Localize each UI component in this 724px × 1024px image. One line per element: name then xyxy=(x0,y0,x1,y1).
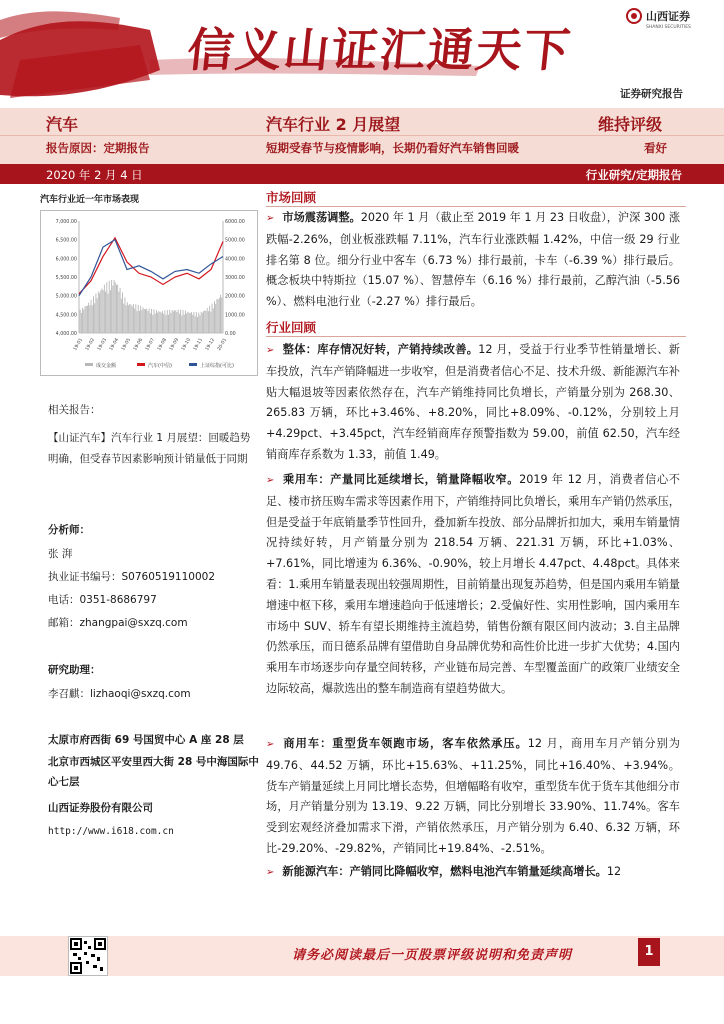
chart-title: 汽车行业近一年市场表现 xyxy=(40,195,140,205)
volume-bar xyxy=(212,304,213,333)
volume-bar xyxy=(190,313,191,333)
volume-bar xyxy=(157,313,158,333)
volume-bar xyxy=(101,288,102,333)
legend-swatch xyxy=(137,363,145,366)
report-header xyxy=(0,108,724,168)
volume-bar xyxy=(140,306,141,333)
volume-bar xyxy=(100,290,101,333)
analyst-label: 分析师： xyxy=(48,524,90,536)
x-tick-label: 19-01 xyxy=(73,337,85,352)
overall-text: 12 月，受益于行业季节性销量增长、新车投放，汽车产销降幅进一步收窄，但是消费者信心不足、技术升级、新能源汽车补贴大幅退坡等因素依然存在，汽车产销维持同比负增长，产销量分别为 268.30、265.83 万辆，环比+3.46%、+8.20%，同比+8.09%、-0.12%，分别较上月+4.29pct、+3.45pct，汽车经销商库存预警指数为 59.00，前值 62.50，汽车经销商库存系数为 1.33，前值 1.49。 xyxy=(266,343,680,461)
nev-text: 12 xyxy=(606,865,622,878)
volume-bar xyxy=(185,311,186,333)
volume-bar xyxy=(147,311,148,333)
y-right-tick-label: 4000.00 xyxy=(225,257,245,263)
commercial-paragraph xyxy=(266,734,680,860)
volume-bar xyxy=(131,304,132,333)
y-right-tick-label: 5000.00 xyxy=(225,238,245,244)
y-left-tick-label: 4,500.00 xyxy=(55,313,77,319)
volume-bar xyxy=(152,315,153,333)
volume-bar xyxy=(144,309,145,333)
report-subtitle: 短期受春节与疫情影响，长期仍看好汽车销售回暖 xyxy=(266,141,519,155)
bullet-arrow-icon: ➢ xyxy=(266,739,275,750)
volume-bar xyxy=(143,307,144,333)
volume-bar xyxy=(204,310,205,333)
volume-bar xyxy=(207,308,208,333)
chart-svg xyxy=(41,211,257,375)
volume-bar xyxy=(210,312,211,333)
volume-bar xyxy=(103,290,104,333)
commercial-text: 12 月，商用车月产销分别为 49.76、44.52 万辆，环比+15.63%、+11.25%，同比+16.40%、+3.94%。货车产销量延续上月同比增长态势，但增幅略有收窄，重型货车优于货车其他细分市场，月产销量分别为 13.19、9.22 万辆，同比分别增长 33.90%、11.74%。客车受到宏观经济叠加需求下滑，产销依然承压，月产销分别为 6.40、6.32 万辆，环比-29.20%、-29.82%，产销同比+19.84%、-2.51%。 xyxy=(266,737,680,855)
overall-lead: 整体：库存情况好转，产销持续改善。 xyxy=(282,343,479,356)
assistant-label: 研究助理： xyxy=(48,664,101,676)
volume-bar xyxy=(82,308,83,333)
volume-bar xyxy=(191,312,192,333)
commercial-lead: 商用车：重型货车领跑市场，客车依然承压。 xyxy=(282,737,528,750)
x-tick-label: 19-05 xyxy=(121,337,133,352)
volume-bar xyxy=(135,304,136,333)
volume-bar xyxy=(167,310,168,333)
volume-bar xyxy=(85,306,86,333)
volume-bar xyxy=(99,293,100,333)
volume-bar xyxy=(197,317,198,333)
volume-bar xyxy=(161,313,162,333)
volume-bar xyxy=(156,310,157,333)
y-right-tick-label: 6000.00 xyxy=(225,220,245,225)
bullet-arrow-icon: ➢ xyxy=(266,867,275,878)
rating: 维持评级 xyxy=(598,115,663,134)
market-lead: 市场震荡调整。 xyxy=(282,211,361,224)
volume-bar xyxy=(201,312,202,333)
volume-bar xyxy=(89,305,90,333)
outlook: 看好 xyxy=(644,141,667,155)
volume-bar xyxy=(109,281,110,333)
volume-bar xyxy=(145,309,146,333)
volume-bar xyxy=(215,304,216,333)
x-tick-label: 19-06 xyxy=(133,337,145,352)
x-tick-label: 20-01 xyxy=(217,337,229,352)
industry-name: 汽车 xyxy=(46,115,79,134)
legend-swatch xyxy=(85,363,93,366)
volume-bar xyxy=(219,298,220,333)
volume-bar xyxy=(92,305,93,333)
volume-bar xyxy=(122,292,123,333)
x-tick-label: 19-02 xyxy=(85,337,97,352)
volume-bar xyxy=(93,296,94,333)
volume-bar xyxy=(198,313,199,333)
report-kind: 证券研究报告 xyxy=(620,88,683,100)
volume-bar xyxy=(146,309,147,333)
volume-bar xyxy=(175,310,176,333)
x-tick-label: 19-08 xyxy=(157,337,169,352)
y-left-tick-label: 6,000.00 xyxy=(55,257,77,263)
section-market-heading: 市场回顾 xyxy=(266,190,317,205)
volume-bar xyxy=(172,310,173,333)
series-line xyxy=(79,238,223,294)
y-right-tick-label: 1000.00 xyxy=(225,313,245,319)
volume-bar xyxy=(208,311,209,333)
volume-bar xyxy=(154,309,155,333)
volume-bar xyxy=(98,292,99,333)
volume-bar xyxy=(189,313,190,333)
volume-bar xyxy=(128,305,129,333)
address-line2: 北京市西城区平安里西大街 28 号中海国际中心七层 xyxy=(48,756,259,788)
volume-bar xyxy=(196,312,197,333)
volume-bar xyxy=(184,314,185,333)
volume-bar xyxy=(202,313,203,333)
volume-bar xyxy=(117,285,118,333)
report-reason: 报告原因：定期报告 xyxy=(46,141,150,155)
overall-paragraph xyxy=(266,340,680,466)
y-right-tick-label: 2000.00 xyxy=(225,294,245,300)
volume-bar xyxy=(106,282,107,333)
x-tick-label: 19-12 xyxy=(205,337,217,352)
volume-bar xyxy=(160,312,161,333)
x-tick-label: 19-09 xyxy=(169,337,181,352)
volume-bar xyxy=(183,310,184,333)
y-left-tick-label: 5,500.00 xyxy=(55,276,77,281)
volume-bar xyxy=(213,308,214,333)
market-chart xyxy=(40,210,258,376)
volume-bar xyxy=(221,297,222,333)
volume-bar xyxy=(115,282,116,333)
volume-bar xyxy=(110,290,111,333)
nev-lead: 新能源汽车：产销同比降幅收窄，燃料电池汽车销量延续高增长。 xyxy=(282,865,607,878)
legend-label: 汽车(中信) xyxy=(148,363,172,369)
volume-bar xyxy=(220,295,221,333)
analyst-name: 张 湃 xyxy=(48,548,73,560)
volume-bar xyxy=(195,316,196,333)
y-left-tick-label: 6,500.00 xyxy=(55,238,77,244)
volume-bar xyxy=(166,315,167,333)
volume-bar xyxy=(169,310,170,333)
related-report-link[interactable]: 【山证汽车】汽车行业 1 月展望：回暖趋势明确，但受春节因素影响预计销量低于同期 xyxy=(48,432,251,465)
volume-bar xyxy=(138,305,139,333)
report-type: 行业研究/定期报告 xyxy=(585,168,682,182)
company-name: 山西证券股份有限公司 xyxy=(48,802,153,814)
volume-bar xyxy=(214,301,215,333)
company-logo xyxy=(626,8,691,30)
slogan: 信义山证汇通天下 xyxy=(184,23,575,77)
volume-bar xyxy=(88,303,89,333)
date-bar xyxy=(0,164,724,184)
volume-bar xyxy=(126,305,127,333)
volume-bar xyxy=(186,313,187,333)
x-tick-label: 19-11 xyxy=(193,337,205,352)
report-date: 2020 年 2 月 4 日 xyxy=(46,168,143,182)
y-right-tick-label: 0.00 xyxy=(225,332,236,337)
address-line1: 太原市府西街 69 号国贸中心 A 座 28 层 xyxy=(48,734,244,746)
volume-bar xyxy=(200,315,201,333)
volume-bar xyxy=(80,310,81,333)
volume-bar xyxy=(118,292,119,333)
y-left-tick-label: 7,000.00 xyxy=(55,220,77,225)
analyst-cert: 执业证书编号：S0760519110002 xyxy=(48,571,216,583)
disclaimer: 请务必阅读最后一页股票评级说明和免责声明 xyxy=(292,948,573,963)
series-line xyxy=(79,240,223,296)
section-divider xyxy=(266,336,686,337)
y-left-tick-label: 4,000.00 xyxy=(55,332,77,337)
bullet-arrow-icon: ➢ xyxy=(266,213,275,224)
company-url[interactable]: http://www.i618.com.cn xyxy=(48,826,174,837)
volume-bar xyxy=(81,313,82,333)
volume-bar xyxy=(134,309,135,333)
volume-bar xyxy=(120,288,121,333)
volume-bar xyxy=(112,286,113,333)
volume-bar xyxy=(209,306,210,333)
logo-icon xyxy=(626,8,642,24)
passenger-lead: 乘用车：产量同比延续增长，销量降幅收窄。 xyxy=(282,473,520,486)
volume-bar xyxy=(139,311,140,333)
volume-bar xyxy=(187,312,188,333)
passenger-paragraph xyxy=(266,470,680,700)
volume-bar xyxy=(79,316,80,333)
x-tick-label: 19-10 xyxy=(181,337,193,352)
page-number: 1 xyxy=(638,938,660,966)
volume-bar xyxy=(178,310,179,333)
bullet-arrow-icon: ➢ xyxy=(266,475,275,486)
volume-bar xyxy=(177,312,178,333)
volume-bar xyxy=(181,316,182,333)
x-tick-label: 19-07 xyxy=(145,337,157,352)
volume-bar xyxy=(94,303,95,333)
volume-bar xyxy=(116,285,117,333)
volume-bar xyxy=(174,311,175,333)
volume-bar xyxy=(111,280,112,333)
legend-label: 上证综指(可比) xyxy=(200,363,234,369)
volume-bar xyxy=(168,315,169,333)
volume-bar xyxy=(87,306,88,333)
volume-bar xyxy=(104,285,105,333)
volume-bar xyxy=(97,298,98,333)
volume-bar xyxy=(132,306,133,333)
logo-text: 山西证券 xyxy=(646,10,690,23)
legend-swatch xyxy=(189,363,197,366)
volume-bar xyxy=(216,299,217,333)
volume-bar xyxy=(164,310,165,333)
x-tick-label: 19-03 xyxy=(97,337,109,352)
volume-bar xyxy=(223,291,224,333)
analyst-email[interactable]: 邮箱：zhangpai@sxzq.com xyxy=(48,617,188,629)
related-label: 相关报告： xyxy=(48,404,101,416)
bullet-arrow-icon: ➢ xyxy=(266,345,275,356)
volume-bar xyxy=(151,309,152,333)
volume-bar xyxy=(180,310,181,333)
volume-bar xyxy=(170,313,171,333)
assistant-contact[interactable]: 李召麒：lizhaoqi@sxzq.com xyxy=(48,688,191,700)
volume-bar xyxy=(86,306,87,333)
market-paragraph xyxy=(266,208,680,313)
volume-bar xyxy=(206,311,207,333)
volume-bar xyxy=(141,310,142,333)
volume-bar xyxy=(133,304,134,333)
volume-bar xyxy=(127,302,128,333)
passenger-text: 2019 年 12 月，消费者信心不足、楼市挤压购车需求等因素作用下，产销维持同比负增长，乘用车产销仍然承压，但是受益于年底销量季节性回升，叠加新车投放、部分品牌折扣加大，乘用车销量情况持续好转，月产销量分别为 218.54 万辆、221.31 万辆，环比+1.03%、+7.61%，同比增速为 6.36%、-0.90%，较上月增长 4.47pct、4.48pct。具体来看：1.乘用车销量表现出较强周期性，目前销量出现复苏趋势，但是国内乘用车销量增速中枢下移，乘用车增速趋向于低速增长；2.受偏好性、实用性影响，国内乘用车市场中 SUV、轿车有望长期维持主流趋势，销售份额有限区间内波动；3.自主品牌仍然承压，而日德系品牌有望借助自身品牌优势和高性价比进一步扩大优势；4.国内乘用车市场逐步向存量空间转移，产业链布局完善、车型覆盖面广的政策厂业绩安全边际较高，爆款选出的整车制造商有望趋势做大。 xyxy=(266,473,680,695)
legend-label: 成交金额 xyxy=(96,363,117,369)
volume-bar xyxy=(193,312,194,333)
volume-bar xyxy=(105,292,106,333)
report-title: 汽车行业 2 月展望 xyxy=(266,115,401,134)
volume-bar xyxy=(124,297,125,333)
volume-bar xyxy=(155,314,156,333)
volume-bar xyxy=(179,314,180,333)
volume-bar xyxy=(163,314,164,333)
volume-bar xyxy=(192,315,193,333)
market-text: 2020 年 1 月（截止至 2019 年 1 月 23 日收盘），沪深 300 涨跌幅-2.26%，创业板涨跌幅 7.11%，汽车行业涨跌幅 1.42%，中信一级 29 行业排名第 8 位。细分行业中客车（6.73 %）排行最前，卡车（-6.39 %）排行最后。概念板块中特斯拉（15.07 %）、智慧停车（6.16 %）排行最前，乙醇汽油（-5.56 %）、燃料电池行业（-2.27 %）排行最后。 xyxy=(266,211,681,309)
nev-paragraph xyxy=(266,862,680,884)
volume-bar xyxy=(162,311,163,333)
volume-bar xyxy=(123,304,124,333)
volume-bar xyxy=(203,311,204,333)
volume-bar xyxy=(95,294,96,333)
volume-bar xyxy=(108,294,109,333)
y-left-tick-label: 5,000.00 xyxy=(55,294,77,300)
volume-bar xyxy=(91,300,92,333)
volume-bar xyxy=(83,309,84,333)
volume-bar xyxy=(218,299,219,333)
qr-code-icon xyxy=(69,937,107,975)
volume-bar xyxy=(137,311,138,333)
header-banner xyxy=(0,0,724,108)
qr-code xyxy=(68,936,108,976)
volume-bar xyxy=(173,311,174,333)
analyst-phone: 电话：0351-8686797 xyxy=(48,594,157,606)
section-industry-heading: 行业回顾 xyxy=(266,320,317,335)
volume-bar xyxy=(114,280,115,333)
volume-bar xyxy=(149,309,150,333)
volume-bar xyxy=(129,304,130,333)
y-right-tick-label: 3000.00 xyxy=(225,276,245,281)
section-divider xyxy=(266,206,686,207)
header-divider xyxy=(0,135,724,136)
volume-bar xyxy=(158,311,159,333)
logo-en-text: SHANXI SECURITIES xyxy=(646,25,691,30)
x-tick-label: 19-04 xyxy=(109,337,121,352)
volume-bar xyxy=(150,313,151,333)
volume-bar xyxy=(121,299,122,333)
